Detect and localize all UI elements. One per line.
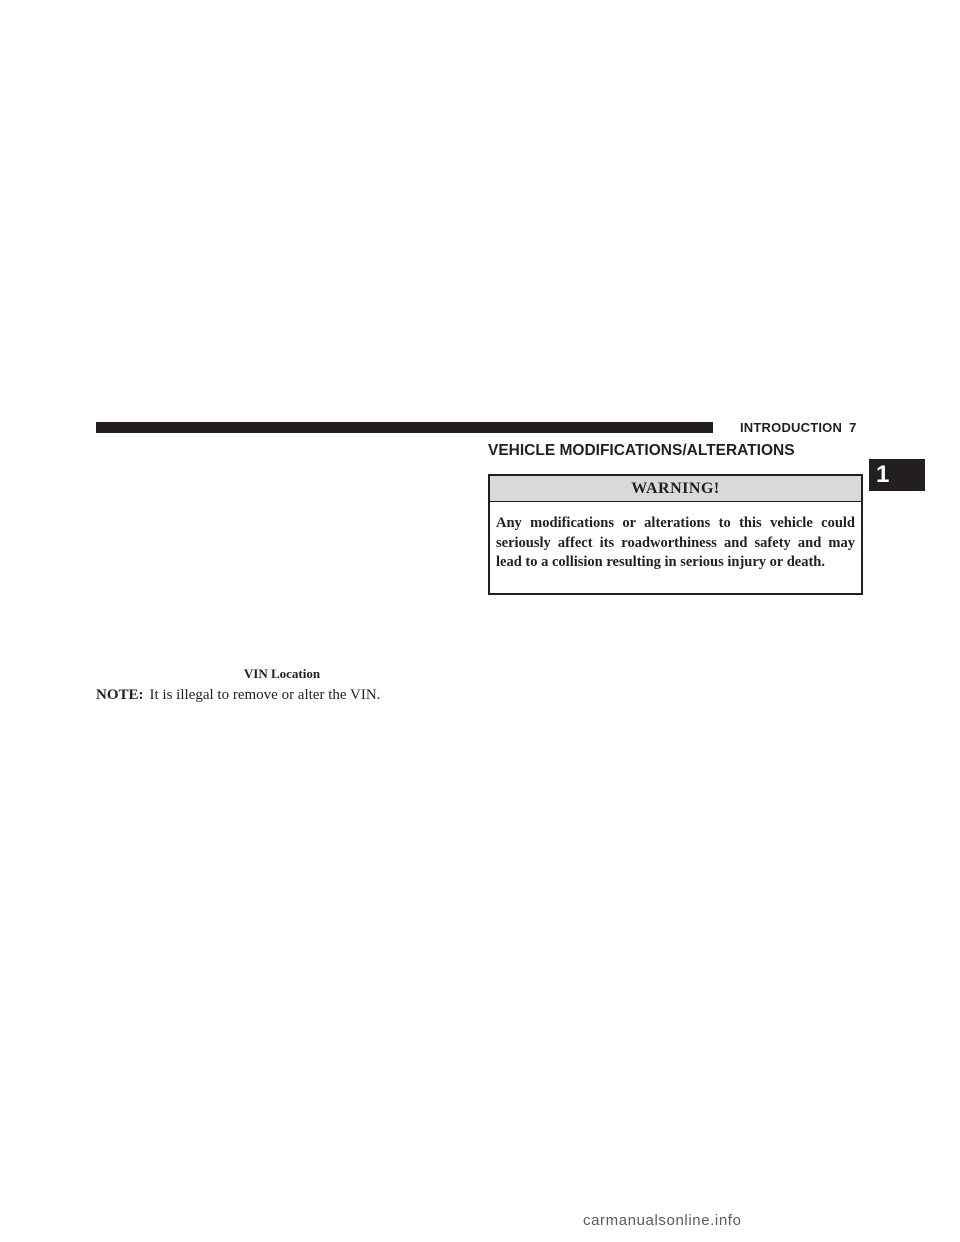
header-section-title: INTRODUCTION bbox=[740, 420, 843, 435]
chapter-tab: 1 bbox=[869, 459, 925, 491]
page-number: 7 bbox=[849, 420, 857, 435]
note-text: It is illegal to remove or alter the VIN. bbox=[149, 687, 381, 703]
warning-box bbox=[488, 474, 863, 595]
note-label: NOTE: bbox=[96, 687, 144, 703]
figure-caption: VIN Location bbox=[243, 666, 321, 681]
note-paragraph bbox=[96, 685, 380, 705]
warning-title: WARNING! bbox=[490, 476, 861, 502]
running-header bbox=[740, 419, 864, 437]
section-heading: VEHICLE MODIFICATIONS/ALTERATIONS bbox=[488, 442, 795, 459]
header-rule bbox=[96, 422, 713, 433]
warning-text: Any modifications or alterations to this vehicle could seriously affect its roadworthiness and safety and may lead to a collision resulting in serious injury or death. bbox=[496, 515, 855, 570]
watermark: carmanualsonline.info bbox=[583, 1212, 742, 1229]
